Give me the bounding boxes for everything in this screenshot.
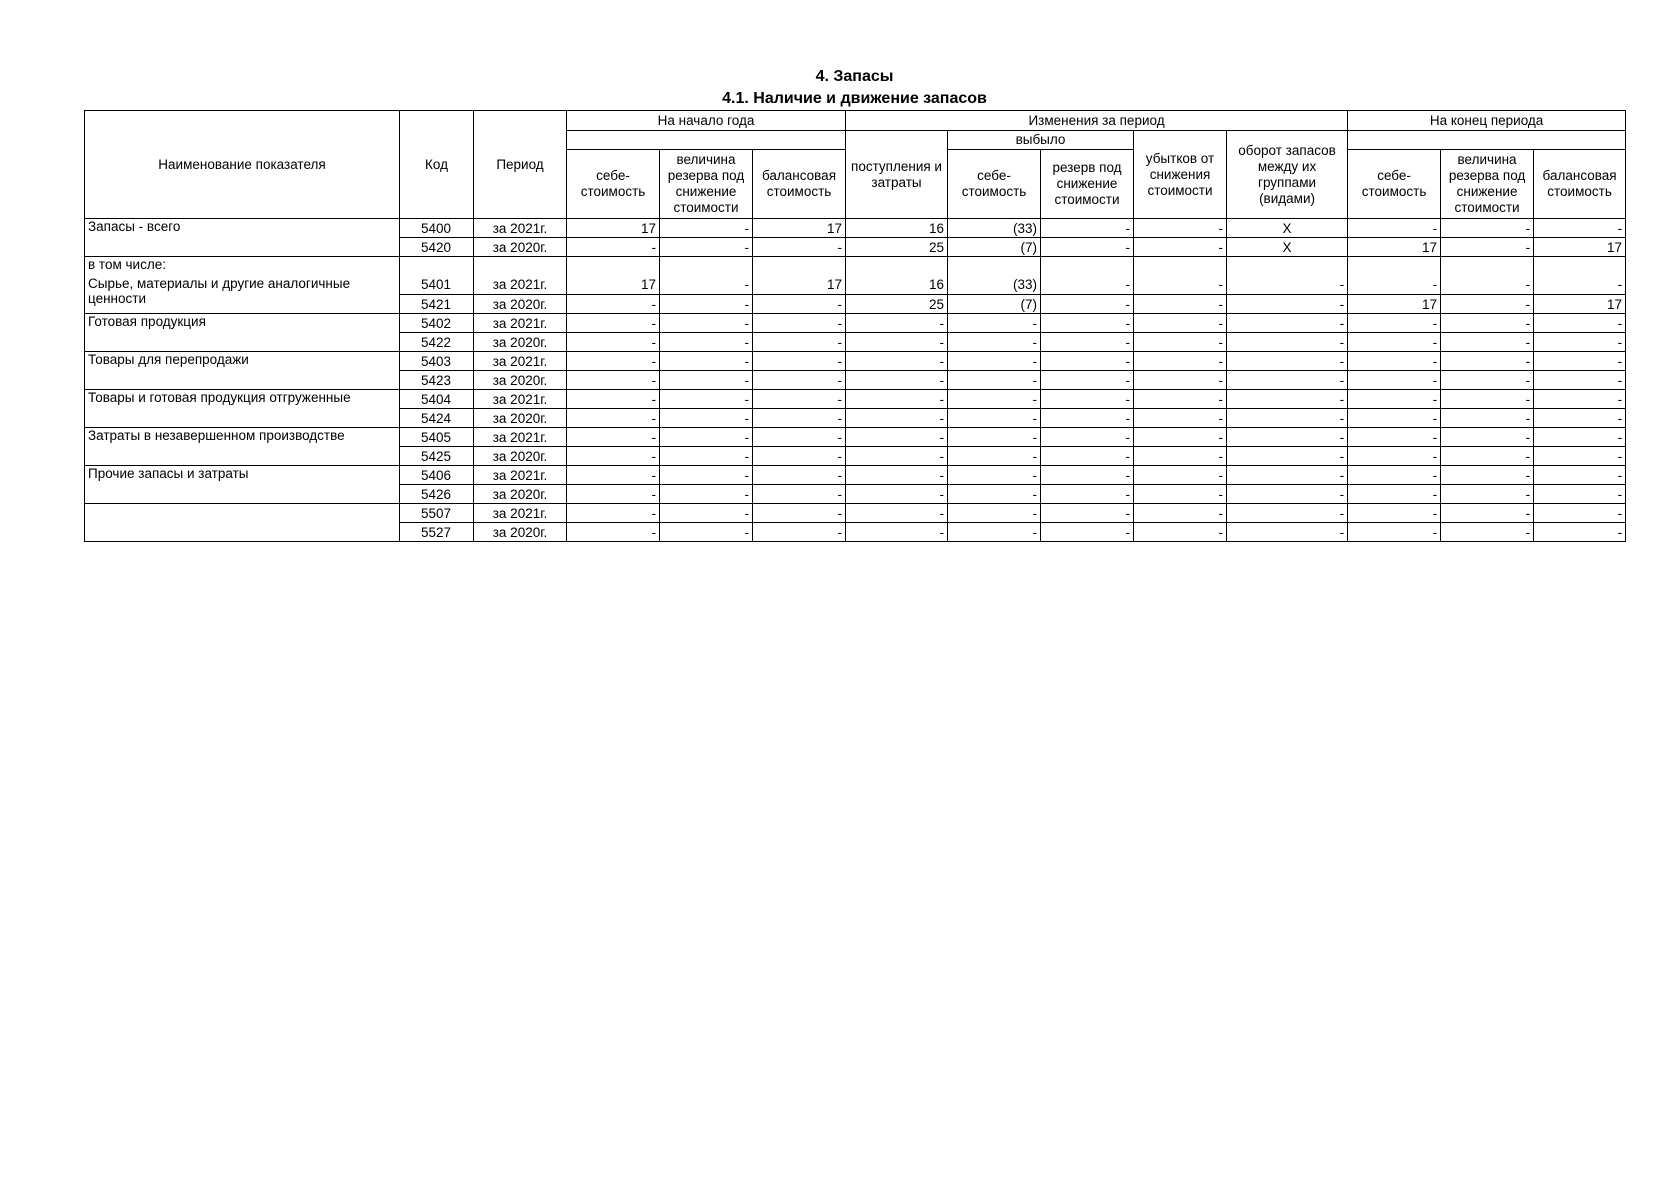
value-cell: - (948, 428, 1041, 447)
value-cell: - (567, 371, 660, 390)
empty-cell (1441, 257, 1534, 276)
value-cell: - (1227, 447, 1348, 466)
header-reserve: величина резерва под снижение стоимости (660, 150, 753, 219)
value-cell: - (1041, 466, 1134, 485)
header-retired-reserve: резерв под снижение стоимости (1041, 150, 1134, 219)
value-cell: - (567, 314, 660, 333)
row-code: 5403 (400, 352, 474, 371)
value-cell: - (1348, 428, 1441, 447)
value-cell: (7) (948, 238, 1041, 257)
value-cell: - (660, 219, 753, 238)
table-row (85, 352, 1626, 371)
value-cell: - (1227, 333, 1348, 352)
value-cell: - (567, 409, 660, 428)
value-cell: - (1348, 333, 1441, 352)
value-cell: - (1041, 447, 1134, 466)
value-cell: - (1534, 276, 1626, 295)
value-cell: - (846, 409, 948, 428)
table-row (85, 276, 1626, 295)
value-cell: - (846, 485, 948, 504)
value-cell: - (846, 428, 948, 447)
empty-cell (660, 257, 753, 276)
header-name: Наименование показателя (85, 111, 400, 219)
value-cell: - (1534, 466, 1626, 485)
value-cell: - (753, 333, 846, 352)
value-cell: - (1134, 409, 1227, 428)
value-cell: - (1134, 523, 1227, 542)
value-cell: (7) (948, 295, 1041, 314)
value-cell: - (567, 333, 660, 352)
header-changes: Изменения за период (846, 111, 1348, 131)
value-cell: - (1134, 314, 1227, 333)
value-cell: - (1134, 295, 1227, 314)
value-cell: - (1441, 295, 1534, 314)
row-label: Запасы - всего (85, 219, 400, 257)
value-cell: - (1534, 371, 1626, 390)
value-cell: - (1041, 276, 1134, 295)
header-retired-cost: себе-стоимость (948, 150, 1041, 219)
header-end-cost: себе-стоимость (1348, 150, 1441, 219)
value-cell: - (567, 238, 660, 257)
table-header (85, 111, 1626, 219)
header-code: Код (400, 111, 474, 219)
row-label: Товары для перепродажи (85, 352, 400, 390)
value-cell: - (1534, 409, 1626, 428)
value-cell: 17 (753, 276, 846, 295)
value-cell: - (1534, 390, 1626, 409)
header-cost: себе-стоимость (567, 150, 660, 219)
value-cell: - (948, 333, 1041, 352)
row-code: 5421 (400, 295, 474, 314)
value-cell: - (660, 352, 753, 371)
value-cell: - (1348, 219, 1441, 238)
row-label (85, 504, 400, 542)
header-losses: убытков от снижения стоимости (1134, 131, 1227, 219)
row-period: за 2021г. (474, 390, 567, 409)
section-title: 4. Запасы (815, 68, 894, 85)
value-cell: - (1227, 295, 1348, 314)
value-cell: - (948, 504, 1041, 523)
value-cell: 17 (1348, 295, 1441, 314)
value-cell: - (1134, 504, 1227, 523)
value-cell: - (1441, 333, 1534, 352)
value-cell: - (948, 409, 1041, 428)
value-cell: (33) (948, 276, 1041, 295)
value-cell: - (567, 295, 660, 314)
value-cell: - (1441, 371, 1534, 390)
value-cell: - (660, 504, 753, 523)
row-code: 5507 (400, 504, 474, 523)
value-cell: - (846, 523, 948, 542)
value-cell: - (1348, 523, 1441, 542)
value-cell: - (948, 352, 1041, 371)
value-cell: - (1227, 390, 1348, 409)
row-label: Сырье, материалы и другие аналогичные ценности (85, 276, 400, 314)
row-label-prefix: в том числе: (85, 257, 400, 276)
value-cell: - (753, 314, 846, 333)
value-cell: - (660, 390, 753, 409)
value-cell: - (1441, 523, 1534, 542)
value-cell: - (1227, 466, 1348, 485)
value-cell: - (1348, 504, 1441, 523)
row-code: 5424 (400, 409, 474, 428)
row-period: за 2020г. (474, 371, 567, 390)
value-cell: - (1348, 390, 1441, 409)
value-cell: - (1227, 314, 1348, 333)
value-cell: - (660, 371, 753, 390)
value-cell: 16 (846, 276, 948, 295)
value-cell: - (1227, 485, 1348, 504)
value-cell: 16 (846, 219, 948, 238)
table-row (85, 314, 1626, 333)
value-cell: - (1041, 295, 1134, 314)
value-cell: - (1041, 238, 1134, 257)
value-cell: - (753, 504, 846, 523)
value-cell: - (1441, 504, 1534, 523)
table-row (85, 219, 1626, 238)
value-cell: - (660, 466, 753, 485)
value-cell: - (1227, 276, 1348, 295)
value-cell: 17 (1534, 238, 1626, 257)
value-cell: - (1134, 485, 1227, 504)
value-cell: - (660, 523, 753, 542)
value-cell: - (1441, 352, 1534, 371)
value-cell: - (1348, 466, 1441, 485)
header-turnover: оборот запасов между их группами (видами) (1227, 131, 1348, 219)
value-cell: - (660, 447, 753, 466)
value-cell: - (1348, 371, 1441, 390)
value-cell: - (1441, 314, 1534, 333)
value-cell: - (753, 466, 846, 485)
row-period: за 2021г. (474, 314, 567, 333)
value-cell: - (567, 447, 660, 466)
value-cell: - (948, 371, 1041, 390)
value-cell: - (1441, 466, 1534, 485)
value-cell: - (1534, 333, 1626, 352)
value-cell: - (567, 485, 660, 504)
value-cell: - (753, 409, 846, 428)
empty-cell (567, 257, 660, 276)
value-cell: - (1348, 485, 1441, 504)
row-label: Прочие запасы и затраты (85, 466, 400, 504)
value-cell: - (1134, 390, 1227, 409)
row-period: за 2020г. (474, 333, 567, 352)
header-end-reserve: величина резерва под снижение стоимости (1441, 150, 1534, 219)
value-cell: - (1041, 485, 1134, 504)
value-cell: - (1441, 447, 1534, 466)
value-cell: - (753, 485, 846, 504)
value-cell: - (567, 352, 660, 371)
value-cell: - (846, 333, 948, 352)
empty-cell (1348, 257, 1441, 276)
table-body (85, 219, 1626, 542)
row-period: за 2021г. (474, 466, 567, 485)
row-period: за 2021г. (474, 352, 567, 371)
value-cell: - (660, 238, 753, 257)
value-cell: - (846, 466, 948, 485)
row-period: за 2021г. (474, 219, 567, 238)
value-cell: - (1534, 428, 1626, 447)
value-cell: - (1441, 485, 1534, 504)
value-cell: - (1441, 276, 1534, 295)
value-cell: - (1534, 523, 1626, 542)
value-cell: - (753, 523, 846, 542)
value-cell: X (1227, 219, 1348, 238)
table-row (85, 466, 1626, 485)
value-cell: 17 (753, 219, 846, 238)
header-end-spacer (1348, 131, 1626, 150)
empty-cell (753, 257, 846, 276)
value-cell: - (1041, 409, 1134, 428)
value-cell: - (846, 371, 948, 390)
value-cell: - (753, 371, 846, 390)
row-label: Товары и готовая продукция отгруженные (85, 390, 400, 428)
row-period: за 2020г. (474, 485, 567, 504)
value-cell: - (846, 447, 948, 466)
row-code: 5401 (400, 276, 474, 295)
value-cell: - (567, 504, 660, 523)
value-cell: - (1041, 371, 1134, 390)
header-retired: выбыло (948, 131, 1134, 150)
empty-cell (400, 257, 474, 276)
report-page (84, 66, 1625, 542)
value-cell: - (948, 485, 1041, 504)
row-period: за 2020г. (474, 523, 567, 542)
empty-cell (1534, 257, 1626, 276)
value-cell: - (1534, 504, 1626, 523)
value-cell: - (1041, 390, 1134, 409)
value-cell: - (753, 428, 846, 447)
header-balance: балансовая стоимость (753, 150, 846, 219)
value-cell: - (1348, 276, 1441, 295)
empty-cell (1041, 257, 1134, 276)
row-period: за 2020г. (474, 295, 567, 314)
row-period: за 2021г. (474, 276, 567, 295)
value-cell: - (753, 447, 846, 466)
header-period: Период (474, 111, 567, 219)
value-cell: - (1348, 352, 1441, 371)
value-cell: - (753, 352, 846, 371)
row-code: 5420 (400, 238, 474, 257)
row-code: 5426 (400, 485, 474, 504)
value-cell: - (753, 238, 846, 257)
value-cell: 17 (1534, 295, 1626, 314)
row-code: 5406 (400, 466, 474, 485)
row-period: за 2020г. (474, 447, 567, 466)
value-cell: 17 (1348, 238, 1441, 257)
value-cell: - (1441, 219, 1534, 238)
value-cell: - (1348, 447, 1441, 466)
value-cell: - (753, 390, 846, 409)
value-cell: (33) (948, 219, 1041, 238)
value-cell: - (1227, 504, 1348, 523)
table-row (85, 504, 1626, 523)
value-cell: - (1534, 219, 1626, 238)
value-cell: - (1134, 276, 1227, 295)
header-end-of-period: На конец периода (1348, 111, 1626, 131)
value-cell: - (660, 485, 753, 504)
value-cell: - (1441, 409, 1534, 428)
table-title: 4.1. Наличие и движение запасов (722, 90, 987, 107)
row-label: Затраты в незавершенном производстве (85, 428, 400, 466)
row-period: за 2021г. (474, 428, 567, 447)
value-cell: 25 (846, 295, 948, 314)
row-code: 5527 (400, 523, 474, 542)
value-cell: - (1534, 352, 1626, 371)
value-cell: - (1041, 314, 1134, 333)
value-cell: - (1134, 219, 1227, 238)
value-cell: - (948, 447, 1041, 466)
value-cell: - (948, 390, 1041, 409)
value-cell: - (948, 466, 1041, 485)
row-code: 5405 (400, 428, 474, 447)
value-cell: 17 (567, 276, 660, 295)
value-cell: - (1134, 428, 1227, 447)
value-cell: - (1441, 238, 1534, 257)
value-cell: - (1134, 447, 1227, 466)
value-cell: - (660, 295, 753, 314)
value-cell: - (1348, 409, 1441, 428)
value-cell: - (1227, 428, 1348, 447)
value-cell: - (846, 314, 948, 333)
value-cell: - (1534, 447, 1626, 466)
value-cell: - (1041, 428, 1134, 447)
value-cell: - (948, 314, 1041, 333)
empty-cell (474, 257, 567, 276)
value-cell: - (846, 504, 948, 523)
value-cell: X (1227, 238, 1348, 257)
inventory-table (84, 110, 1626, 542)
row-period: за 2020г. (474, 409, 567, 428)
value-cell: - (1134, 466, 1227, 485)
value-cell: - (1134, 238, 1227, 257)
row-period: за 2021г. (474, 504, 567, 523)
row-code: 5402 (400, 314, 474, 333)
value-cell: - (567, 390, 660, 409)
value-cell: - (1134, 333, 1227, 352)
value-cell: - (1041, 523, 1134, 542)
value-cell: 17 (567, 219, 660, 238)
value-cell: - (567, 428, 660, 447)
empty-cell (1134, 257, 1227, 276)
value-cell: - (567, 466, 660, 485)
header-start-of-year: На начало года (567, 111, 846, 131)
header-receipts: поступления и затраты (846, 131, 948, 219)
value-cell: - (660, 276, 753, 295)
value-cell: - (846, 352, 948, 371)
table-row (85, 257, 1626, 276)
value-cell: - (1534, 485, 1626, 504)
value-cell: - (1041, 333, 1134, 352)
value-cell: - (567, 523, 660, 542)
value-cell: - (1441, 428, 1534, 447)
value-cell: - (660, 428, 753, 447)
value-cell: - (1348, 314, 1441, 333)
table-row (85, 390, 1626, 409)
value-cell: - (1227, 409, 1348, 428)
value-cell: - (1227, 523, 1348, 542)
value-cell: - (1041, 352, 1134, 371)
empty-cell (1227, 257, 1348, 276)
row-label: Готовая продукция (85, 314, 400, 352)
value-cell: - (753, 295, 846, 314)
value-cell: - (1041, 219, 1134, 238)
row-code: 5422 (400, 333, 474, 352)
value-cell: - (1134, 371, 1227, 390)
row-code: 5425 (400, 447, 474, 466)
value-cell: - (948, 523, 1041, 542)
row-code: 5400 (400, 219, 474, 238)
row-period: за 2020г. (474, 238, 567, 257)
empty-cell (846, 257, 948, 276)
value-cell: - (1134, 352, 1227, 371)
table-row (85, 428, 1626, 447)
row-code: 5423 (400, 371, 474, 390)
value-cell: - (1534, 314, 1626, 333)
header-end-balance: балансовая стоимость (1534, 150, 1626, 219)
value-cell: - (1227, 352, 1348, 371)
value-cell: - (660, 409, 753, 428)
row-code: 5404 (400, 390, 474, 409)
value-cell: - (1041, 504, 1134, 523)
value-cell: - (846, 390, 948, 409)
value-cell: - (1227, 371, 1348, 390)
header-start-spacer (567, 131, 846, 150)
value-cell: 25 (846, 238, 948, 257)
value-cell: - (1441, 390, 1534, 409)
value-cell: - (660, 333, 753, 352)
value-cell: - (660, 314, 753, 333)
empty-cell (948, 257, 1041, 276)
